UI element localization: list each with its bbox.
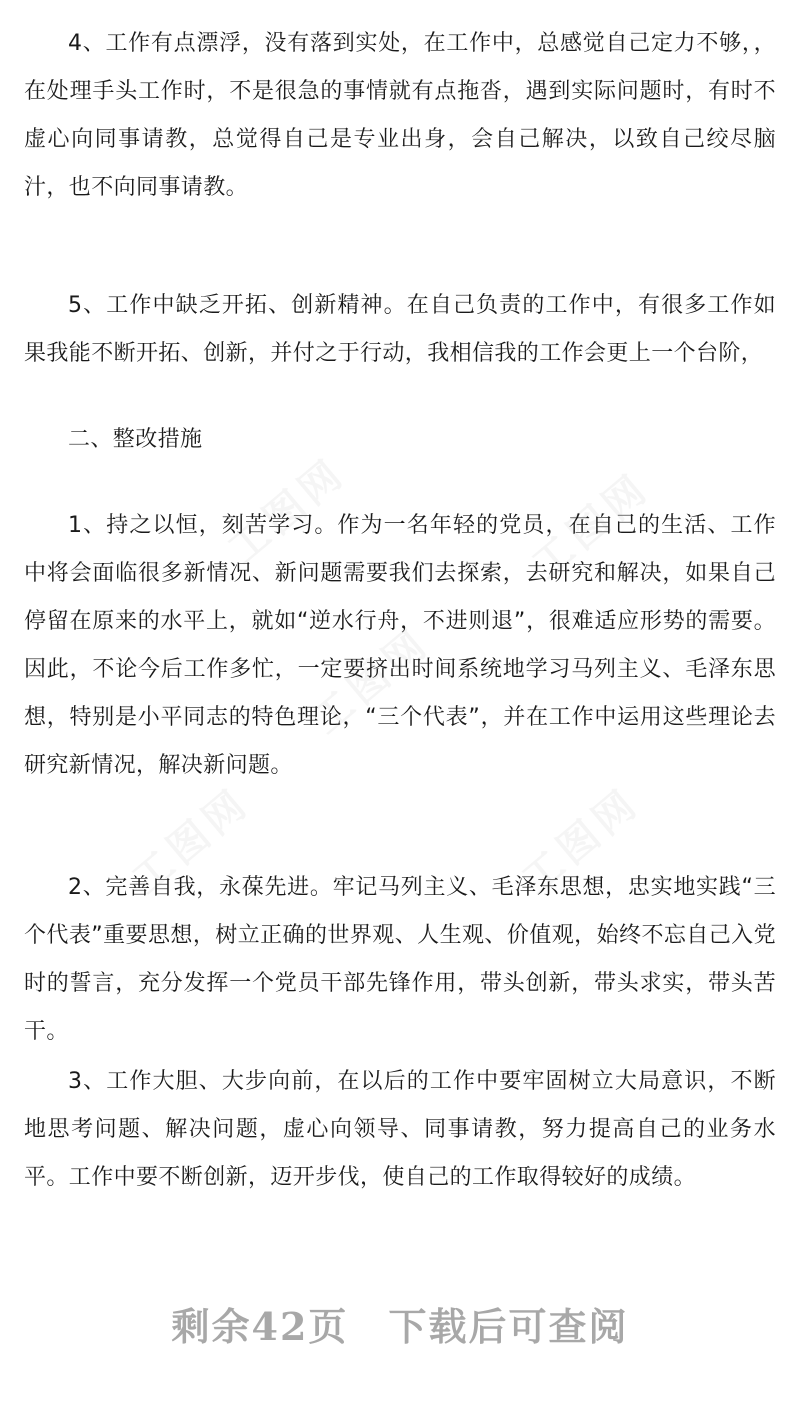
paragraph-measure-2: 2、完善自我，永葆先进。牢记马列主义、毛泽东思想，忠实地实践“三个代表”重要思想，树立正确的世界观、人生观、价值观，始终不忘自己入党时的誓言，充分发挥一个党员干部先锋作用，带头创新，带头求实，带头苦干。 [24,875,776,1044]
watermark: 工图网 [219,449,355,574]
watermark: 工图网 [123,779,259,904]
paragraph-measure-3: 3、工作大胆、大步向前，在以后的工作中要牢固树立大局意识，不断地思考问题、解决问题，虚心向领导、同事请教，努力提高自己的业务水平。工作中要不断创新，迈开步伐，使自己的工作取得较好的成绩。 [24,1069,776,1190]
download-to-view-label[interactable]: 下载后可查阅 [388,1304,629,1349]
remaining-pages-label: 剩余42页 [171,1304,349,1349]
watermark: 工图网 [303,619,439,744]
watermark: 工图网 [513,779,649,904]
paragraph-measure-1: 1、持之以恒，刻苦学习。作为一名年轻的党员，在自己的生活、工作中将会面临很多新情况、新问题需要我们去探索，去研究和解决，如果自己停留在原来的水平上，就如“逆水行舟，不进则退”，很难适应形势的需要。因此，不论今后工作多忙，一定要挤出时间系统地学习马列主义、毛泽东思想，特别是小平同志的特色理论，“三个代表”，并在工作中运用这些理论去研究新情况，解决新问题。 [24,513,776,778]
paragraph-problem-4: 4、工作有点漂浮，没有落到实处，在工作中，总感觉自己定力不够，，在处理手头工作时，不是很急的事情就有点拖沓，遇到实际问题时，有时不虚心向同事请教，总觉得自己是专业出身，会自己解决，以致自己绞尽脑汁，也不向同事请教。 [24,31,776,200]
watermark: 工图网 [523,464,659,589]
paragraph-problem-5: 5、工作中缺乏开拓、创新精神。在自己负责的工作中，有很多工作如果我能不断开拓、创新，并付之于行动，我相信我的工作会更上一个台阶， [24,293,776,366]
download-prompt[interactable] [0,1296,800,1351]
section-heading-rectification: 二、整改措施 [68,427,203,452]
